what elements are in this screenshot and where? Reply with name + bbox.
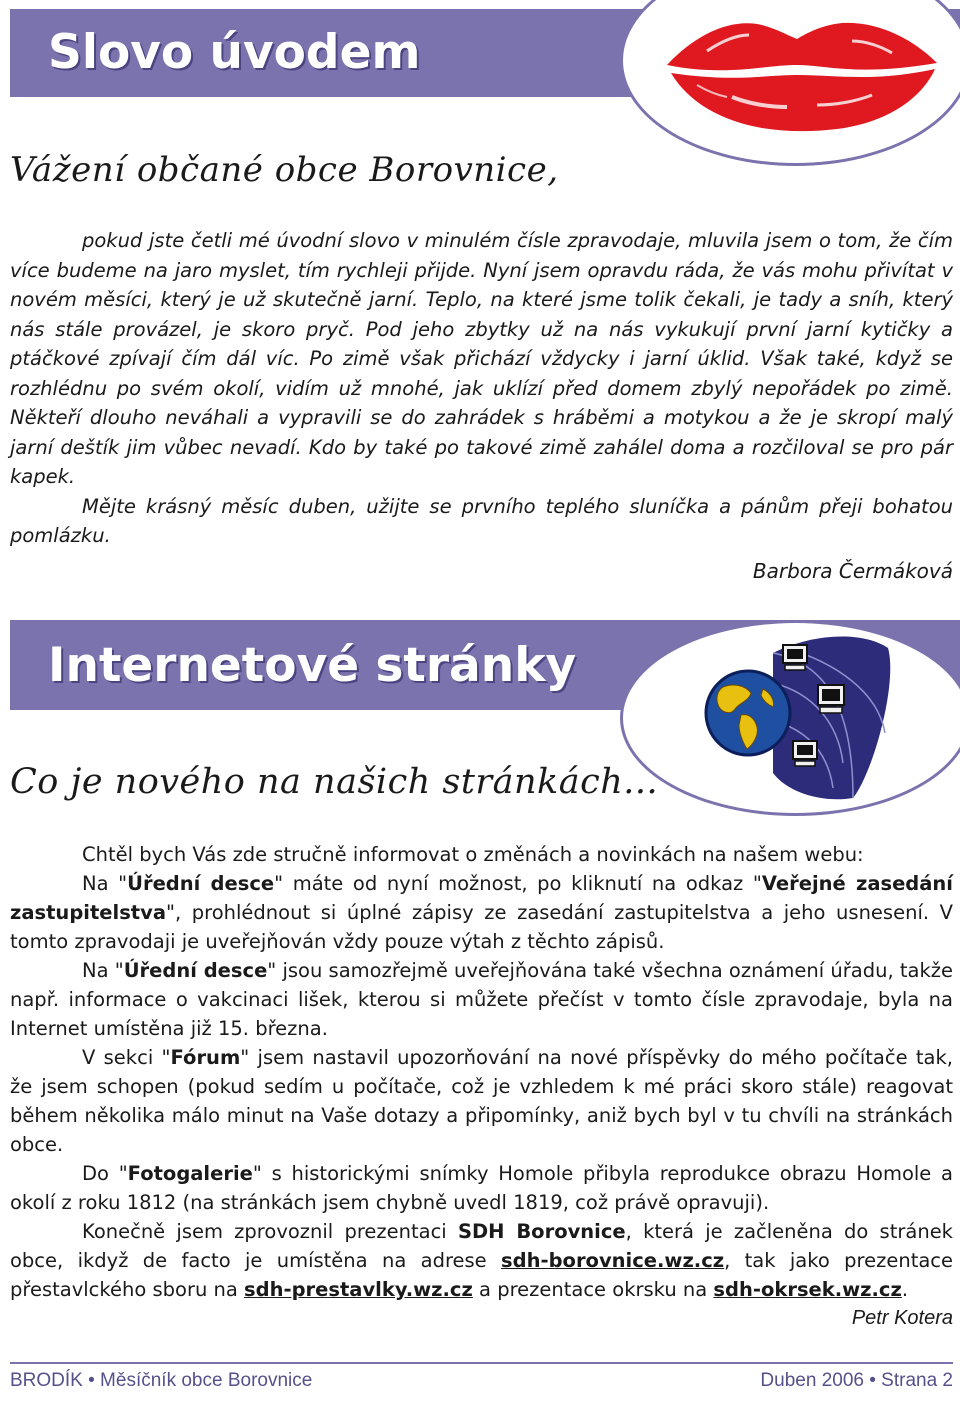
link-sdh-borovnice[interactable]: sdh-borovnice.wz.cz bbox=[501, 1249, 725, 1272]
section-title: Slovo úvodem bbox=[48, 25, 421, 80]
article-paragraph: Do "Fotogalerie" s historickými snímky Homole přibyla reprodukce obrazu Homole a okolí z roku 1812 (na stránkách jsem chybně uvedl 1819, což právě opravuji). bbox=[10, 1162, 954, 1214]
bold-term: Veřejné zasedání zastupitelstva bbox=[10, 872, 953, 924]
bold-term: SDH Borovnice bbox=[457, 1220, 626, 1243]
footer-publication: BRODÍK • Měsíčník obce Borovnice bbox=[10, 1370, 313, 1391]
article-paragraph: Chtěl bych Vás zde stručně informovat o změnách a novinkách na našem webu: bbox=[82, 843, 864, 866]
author-signature: Barbora Čermáková bbox=[752, 558, 953, 583]
intro-paragraph: pokud jste četli mé úvodní slovo v minulém čísle zpravodaje, mluvila jsem o tom, že čím více budeme na jaro myslet, tím rychleji přijde. Nyní jsem opravdu ráda, že vás mohu přivítat v novém měsíci, který je už skutečně jarní. Teplo, na které jsme tolik čekali, je tady a sníh, který nás stále provázel, je skoro pryč. Pod jeho zbytky už na nás vykukují první jarní kytičky a ptáčkové zpívají čím dál víc. Po zimě však přichází vždycky i jarní úklid. Však také, když se rozhlédnu po svém okolí, vidím už mnohé, jak uklízí před domem zbylý nepořádek po zimě. Někteří dlouho neváhali a vypravili se do zahrádek s hráběmi a motykou a že je skropí malý jarní deštík jim vůbec nevadí. Kdo by také po takové zimě zahálel doma a rozčiloval se pro pár kapek. bbox=[10, 229, 953, 488]
footer-page-info: Duben 2006 • Strana 2 bbox=[760, 1370, 953, 1391]
link-sdh-okrsek[interactable]: sdh-okrsek.wz.cz bbox=[713, 1278, 902, 1301]
network-image-frame bbox=[620, 620, 960, 816]
link-sdh-prestavlky[interactable]: sdh-prestavlky.wz.cz bbox=[244, 1278, 473, 1301]
intro-article bbox=[10, 226, 953, 586]
lips-image-frame bbox=[620, 0, 960, 166]
article-paragraph: Konečně jsem zprovoznil prezentaci SDH Borovnice, která je začleněna do stránek obce, ikdyž de facto je umístěna na adrese sdh-borovnice.wz.cz, tak jako prezentace přestavlckého sboru na sdh-prestavlky.wz.cz a prezentace okrsku na sdh-okrsek.wz.cz. bbox=[10, 1220, 954, 1301]
bold-term: Fórum bbox=[170, 1046, 241, 1069]
article-paragraph: Na "Úřední desce" jsou samozřejmě uveřejňována také všechna oznámení úřadu, takže např. informace o vakcinaci lišek, kterou si můžete přečíst v tomto čísle zpravodaje, byla na Internet umístěna již 15. března. bbox=[10, 959, 953, 1040]
bold-term: Úřední desce bbox=[127, 872, 275, 895]
globe-network-icon bbox=[623, 623, 960, 813]
intro-paragraph: Mějte krásný měsíc duben, užijte se prvního teplého sluníčka a pánům přeji bohatou pomlázku. bbox=[10, 494, 953, 547]
bold-term: Úřední desce bbox=[123, 959, 268, 982]
footer-divider bbox=[10, 1362, 953, 1364]
page-footer bbox=[10, 1370, 953, 1396]
article-paragraph: Na "Úřední desce" máte od nyní možnost, po kliknutí na odkaz "Veřejné zasedání zastupitelstva", prohlédnout si úplné zápisy ze zasedání zastupitelstva a jeho usnesení. V tomto zpravodaji je uveřejňován vždy pouze výtah z těchto zápisů. bbox=[10, 872, 953, 953]
bold-term: Fotogalerie bbox=[127, 1162, 253, 1185]
internet-article bbox=[10, 840, 953, 1333]
salutation-heading: Vážení občané obce Borovnice, bbox=[10, 150, 559, 190]
lips-icon bbox=[623, 0, 960, 163]
article-paragraph: V sekci "Fórum" jsem nastavil upozorňování na nové příspěvky do mého počítače tak, že jsem schopen (pokud sedím u počítače, což je vzhledem k mé práci skoro stále) reagovat během několika málo minut na Vaše dotazy a připomínky, aniž bych byl v tu chvíli na stránkách obce. bbox=[10, 1046, 953, 1156]
section-subheading: Co je nového na našich stránkách... bbox=[10, 762, 659, 802]
section-title: Internetové stránky bbox=[48, 638, 577, 693]
author-signature: Petr Kotera bbox=[851, 1307, 953, 1329]
